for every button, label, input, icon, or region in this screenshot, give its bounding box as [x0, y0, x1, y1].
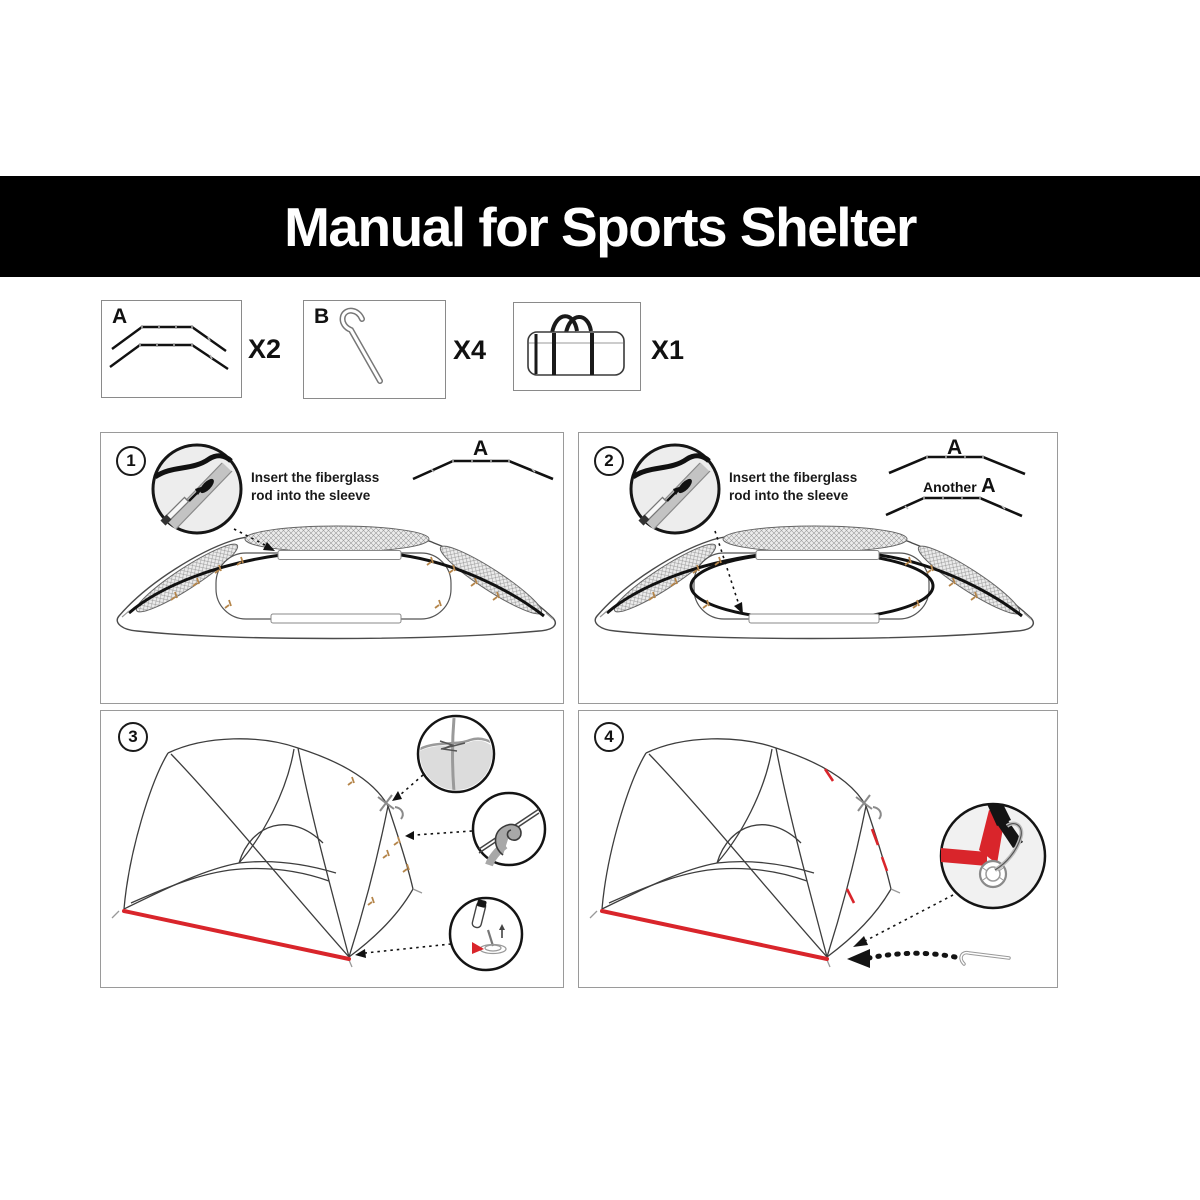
clip-hook-detail-icon: [473, 793, 545, 865]
red-pole-marks: [825, 769, 887, 903]
step2-illustration: [579, 433, 1055, 701]
qty-rod: X2: [248, 334, 282, 364]
flat-tent: [595, 526, 1033, 639]
corner-grommet-stake-detail-icon: [941, 804, 1045, 908]
rod-insert-detail-icon: [153, 445, 241, 533]
step2-instruction: Insert the fiberglass rod into the sleeve: [729, 470, 858, 503]
fiberglass-rod-pair-icon: [102, 301, 241, 397]
erected-tent: [590, 739, 900, 967]
page-title: Manual for Sports Shelter: [284, 195, 916, 258]
rod-a-diagram: [889, 455, 1025, 474]
part-label-a: A: [112, 305, 128, 328]
qty-stake: X4: [453, 335, 487, 365]
step4-illustration: [579, 711, 1055, 985]
step1-instruction: Insert the fiberglass rod into the sleeve: [251, 470, 380, 503]
step1-illustration: [101, 433, 561, 701]
pin-ring-detail-icon: [450, 898, 522, 970]
step2-rod-label: A: [947, 436, 963, 459]
title-banner: [0, 176, 1200, 277]
part-box-bag: [513, 302, 641, 391]
part-box-stake: [303, 300, 446, 399]
rod-a-diagram: [413, 459, 553, 479]
step1-rod-label: A: [473, 437, 489, 460]
flat-tent: [117, 526, 555, 639]
tent-stake-icon: [304, 301, 445, 398]
qty-bag: X1: [651, 335, 685, 365]
step-panel-3: [100, 710, 564, 988]
erected-tent: [112, 739, 422, 967]
rod-another-a-diagram: [886, 496, 1022, 516]
step3-illustration: [101, 711, 561, 985]
step-number-4: 4: [594, 722, 624, 752]
callout-arrows: [847, 895, 955, 968]
step-panel-4: [578, 710, 1058, 988]
stake-icon: [961, 953, 1009, 964]
part-box-rod: [101, 300, 242, 398]
pole-tie-detail-icon: [418, 716, 496, 792]
carry-bag-icon: [514, 303, 640, 390]
step-panel-1: [100, 432, 564, 704]
pole-tie: [856, 795, 881, 819]
rod-insert-detail-icon: [631, 445, 719, 533]
step-number-2: 2: [594, 446, 624, 476]
step-number-1: 1: [116, 446, 146, 476]
step-number-3: 3: [118, 722, 148, 752]
part-label-b: B: [314, 305, 330, 328]
step-panel-2: [578, 432, 1058, 704]
step2-rod2-label: Another A: [923, 475, 996, 497]
